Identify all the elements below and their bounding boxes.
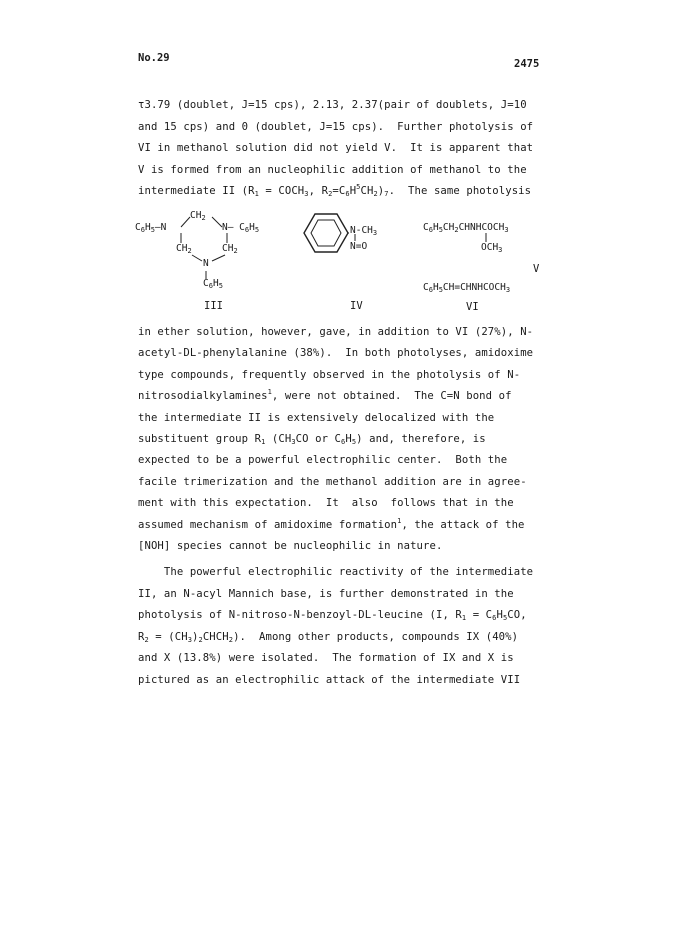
text-run: = (CH bbox=[148, 630, 188, 643]
journal-number: No.29 bbox=[138, 52, 170, 64]
text-run: photolysis of N-nitroso-N-benzoyl-DL-leucine (I, R bbox=[138, 609, 462, 622]
V-label: V bbox=[533, 263, 540, 275]
subscript: 2 bbox=[198, 635, 203, 644]
IV-substituent: $N-CH_3$ bbox=[350, 225, 378, 237]
text-run: H bbox=[349, 185, 357, 198]
III-top-ch2: $CH_2$ bbox=[190, 210, 206, 222]
VI-formula: $C_6H_5CH=CHNHCOCH_3$ bbox=[423, 282, 511, 294]
page-number: 2475 bbox=[514, 58, 540, 70]
text-run: , were not obtained. The C=N bond of bbox=[271, 390, 512, 403]
III-right-group: N— $C_6H_5$ bbox=[222, 222, 260, 234]
superscript: 5 bbox=[356, 183, 361, 192]
text-run: type compounds, frequently observed in the photolysis of N- bbox=[138, 368, 521, 381]
text-line bbox=[138, 433, 486, 445]
text-run: ). Among other products, compounds IX (40%) bbox=[233, 630, 519, 643]
text-run: expected to be a powerful electrophilic center. Both the bbox=[138, 454, 508, 467]
text-run: pictured as an electrophilic attack of the intermediate VII bbox=[138, 674, 521, 686]
text-run: = COCH bbox=[258, 185, 305, 198]
text-run: VI in methanol solution did not yield V. It is apparent that bbox=[138, 142, 534, 155]
text-line bbox=[138, 412, 494, 424]
text-line bbox=[138, 588, 514, 600]
text-run: II, an N-acyl Mannich base, is further demonstrated in the bbox=[138, 587, 514, 600]
text-run: CO or C bbox=[295, 433, 342, 445]
text-run: (CH bbox=[265, 433, 292, 445]
text-run: ) bbox=[192, 630, 199, 643]
III-ring-bonds bbox=[170, 205, 250, 290]
text-run: The powerful electrophilic reactivity of the intermediate bbox=[138, 566, 534, 578]
text-line bbox=[138, 121, 533, 133]
text-line bbox=[138, 497, 514, 509]
text-line bbox=[138, 142, 533, 154]
text-run: V is formed from an nucleophilic addition of methanol to the bbox=[138, 163, 527, 176]
text-run: acetyl-DL-phenylalanine (38%). In both photolyses, amidoxime bbox=[138, 347, 534, 360]
text-run: and 15 cps) and 0 (doublet, J=15 cps). Further photolysis of bbox=[138, 120, 534, 133]
text-run: , the attack of the bbox=[401, 518, 525, 531]
subscript: 7 bbox=[384, 190, 389, 199]
text-run: , R bbox=[308, 185, 329, 198]
text-run: H bbox=[496, 609, 503, 622]
subscript: 2 bbox=[373, 190, 378, 199]
text-line bbox=[138, 326, 533, 338]
subscript: 6 bbox=[341, 438, 346, 446]
text-run: τ3.79 (doublet, J=15 cps), 2.13, 2.37(pair of doublets, J=10 bbox=[138, 99, 527, 111]
subscript: 3 bbox=[304, 190, 309, 199]
text-run: = C bbox=[466, 609, 493, 622]
text-run: substituent group R bbox=[138, 433, 262, 445]
V-formula: $C_6H_5CH_2CHNHCOCH_3$ bbox=[423, 222, 509, 234]
text-run: CH bbox=[360, 185, 374, 198]
III-right-ch2: $CH_2$ bbox=[222, 243, 238, 255]
text-line bbox=[138, 566, 533, 578]
subscript: 6 bbox=[345, 190, 350, 199]
text-line bbox=[138, 631, 518, 643]
text-line bbox=[138, 652, 514, 664]
III-bottom-n: N bbox=[203, 258, 209, 269]
text-run: R bbox=[138, 630, 145, 643]
IV-label: IV bbox=[350, 300, 363, 312]
text-line bbox=[138, 347, 533, 359]
text-run: the intermediate II is extensively delocalized with the bbox=[138, 411, 495, 424]
III-left-ch2: $CH_2$ bbox=[176, 243, 192, 255]
subscript: 6 bbox=[492, 614, 497, 623]
superscript: 1 bbox=[397, 516, 402, 525]
text-line bbox=[138, 476, 527, 488]
VI-label: VI bbox=[466, 301, 479, 313]
subscript: 3 bbox=[291, 438, 296, 446]
text-run: . The same photolysis bbox=[388, 185, 532, 198]
subscript: 2 bbox=[144, 635, 149, 644]
text-run: intermediate II (R bbox=[138, 185, 255, 198]
text-line bbox=[138, 390, 512, 402]
subscript: 3 bbox=[187, 635, 193, 644]
text-run: facile trimerization and the methanol addition are in agree- bbox=[138, 475, 527, 488]
subscript: 1 bbox=[461, 614, 467, 623]
text-line bbox=[138, 185, 531, 197]
text-run: CHCH bbox=[202, 630, 229, 643]
text-line bbox=[138, 164, 527, 176]
text-line bbox=[138, 674, 520, 686]
text-line bbox=[138, 540, 442, 552]
text-run: in ether solution, however, gave, in addition to VI (27%), N- bbox=[138, 326, 534, 338]
III-label: III bbox=[204, 300, 223, 312]
IV-nitroso: N=O bbox=[350, 241, 368, 252]
text-line bbox=[138, 454, 507, 466]
superscript: 1 bbox=[267, 388, 272, 397]
text-run: [NOH] species cannot be nucleophilic in nature. bbox=[138, 540, 443, 552]
text-line bbox=[138, 99, 527, 111]
III-bottom-sub: $C_6H_5$ bbox=[203, 278, 223, 290]
subscript: 1 bbox=[254, 190, 259, 199]
benzene-ring-icon bbox=[303, 212, 349, 254]
text-run: CO, bbox=[507, 609, 527, 622]
text-line bbox=[138, 609, 527, 621]
text-run: ment with this expectation. It also follows that in the bbox=[138, 497, 514, 510]
subscript: 5 bbox=[502, 614, 508, 623]
text-run: ) and, therefore, is bbox=[356, 433, 486, 445]
text-run: nitrosodialkylamines bbox=[138, 390, 268, 403]
V-methoxy: $OCH_3$ bbox=[481, 242, 503, 254]
text-line bbox=[138, 516, 525, 531]
subscript: 5 bbox=[351, 438, 357, 446]
text-run: =C bbox=[332, 185, 346, 198]
text-run: ) bbox=[377, 185, 385, 198]
subscript: 1 bbox=[261, 438, 266, 446]
subscript: 2 bbox=[328, 190, 333, 199]
text-run: assumed mechanism of amidoxime formation bbox=[138, 518, 398, 531]
text-run: H bbox=[345, 433, 352, 445]
III-left-group: $C_6H_5—N$ bbox=[135, 222, 167, 234]
text-run: and X (13.8%) were isolated. The formation of IX and X is bbox=[138, 652, 514, 665]
subscript: 2 bbox=[228, 635, 234, 644]
text-line bbox=[138, 369, 520, 381]
